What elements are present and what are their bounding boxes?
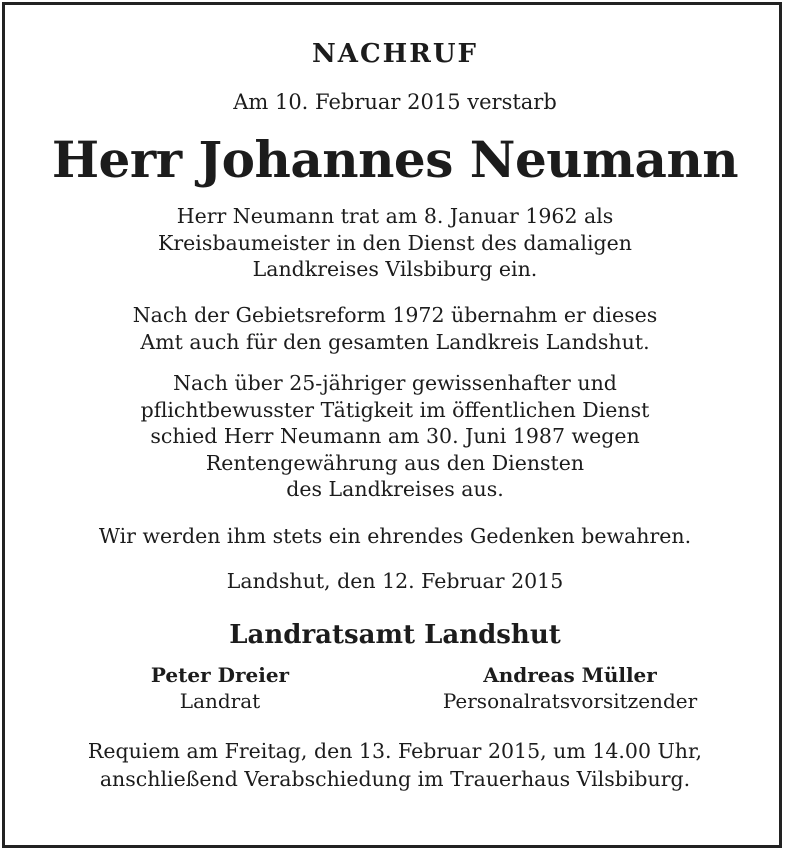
signatory-role: Landrat: [179, 689, 261, 713]
signatory-name: Peter Dreier: [150, 663, 290, 687]
issuing-office: Landratsamt Landshut: [229, 620, 561, 650]
career-start-paragraph: [30, 203, 760, 283]
text-line: Landkreises Vilsbiburg ein.: [252, 257, 538, 281]
text-line: Wir werden ihm stets ein ehrendes Gedenken bewahren.: [98, 524, 692, 548]
notice-heading: NACHRUF: [312, 39, 478, 69]
text-line: Amt auch für den gesamten Landkreis Landshut.: [140, 329, 650, 354]
reform-paragraph: [30, 302, 760, 355]
signatory-1: [120, 662, 320, 714]
remembrance-paragraph: [30, 523, 760, 550]
text-line: Herr Neumann trat am 8. Januar 1962 als: [176, 204, 614, 228]
text-line: anschließend Verabschiedung im Trauerhaus Vilsbiburg.: [99, 767, 691, 791]
text-line: des Landkreises aus.: [286, 477, 504, 501]
signatory-2: [405, 662, 735, 714]
requiem-announcement: [20, 737, 770, 793]
text-line: Requiem am Freitag, den 13. Februar 2015, um 14.00 Uhr,: [87, 739, 703, 763]
signatory-name: Andreas Müller: [483, 663, 657, 687]
text-line: pflichtbewusster Tätigkeit im öffentlichen Dienst: [140, 397, 650, 422]
text-line: Nach über 25-jähriger gewissenhafter und: [173, 371, 617, 395]
deceased-name: Herr Johannes Neumann: [51, 130, 739, 189]
signatory-role: Personalratsvorsitzender: [442, 689, 698, 713]
text-line: Nach der Gebietsreform 1972 übernahm er dieses: [132, 303, 658, 327]
death-date-line: Am 10. Februar 2015 verstarb: [233, 90, 557, 114]
retirement-paragraph: [30, 370, 760, 503]
text-line: Rentengewährung aus den Diensten: [205, 450, 585, 475]
text-line: schied Herr Neumann am 30. Juni 1987 wegen: [150, 424, 640, 448]
place-and-date: Landshut, den 12. Februar 2015: [226, 569, 564, 593]
text-line: Kreisbaumeister in den Dienst des damaligen: [158, 230, 632, 255]
